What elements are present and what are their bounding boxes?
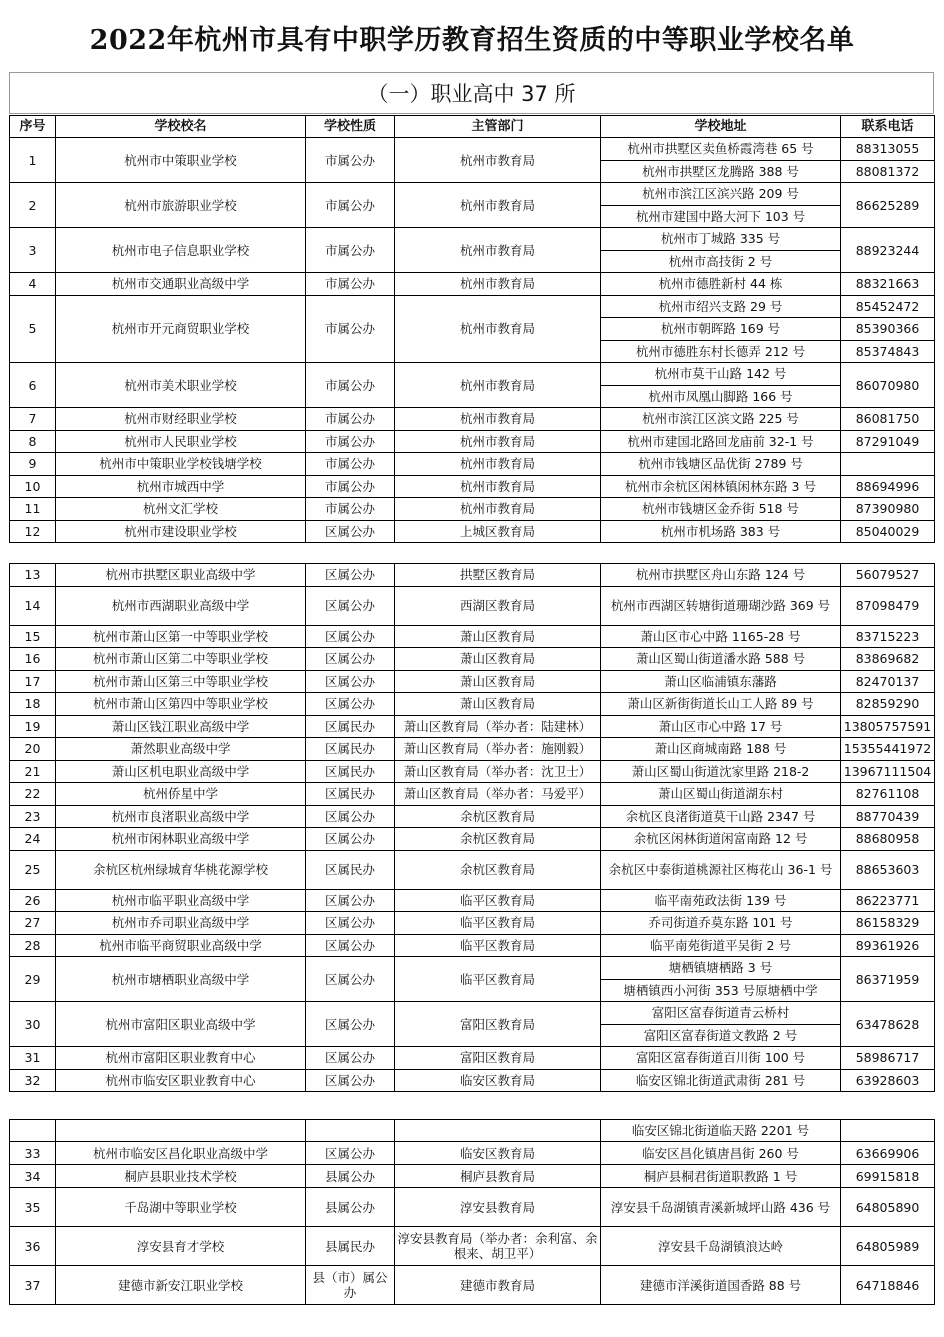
school-name: 杭州市拱墅区职业高级中学 [56,564,306,587]
school-type: 区属公办 [306,670,395,693]
school-name: 杭州文汇学校 [56,498,306,521]
school-dept: 萧山区教育局 [395,648,601,671]
phone-cell: 82859290 [841,693,935,716]
row-number: 36 [10,1227,56,1266]
school-dept: 余杭区教育局 [395,850,601,889]
row-number: 18 [10,693,56,716]
school-name: 杭州市交通职业高级中学 [56,273,306,296]
address-cell: 富阳区富春街道青云桥村 [601,1002,841,1025]
school-type: 市属公办 [306,183,395,228]
table-row [10,738,935,761]
school-type: 区属公办 [306,1069,395,1092]
phone-cell: 69915818 [841,1165,935,1188]
row-number: 2 [10,183,56,228]
row-number: 10 [10,475,56,498]
row-number: 15 [10,625,56,648]
row-number: 5 [10,295,56,363]
school-dept: 杭州市教育局 [395,183,601,228]
school-dept: 萧山区教育局 [395,625,601,648]
phone-cell: 82761108 [841,783,935,806]
school-type: 区属公办 [306,934,395,957]
header-name: 学校校名 [56,116,306,138]
address-cell: 塘栖镇西小河街 353 号原塘栖中学 [601,979,841,1002]
phone-cell: 89361926 [841,934,935,957]
school-dept: 余杭区教育局 [395,805,601,828]
school-name: 杭州市良渚职业高级中学 [56,805,306,828]
address-cell: 杭州市拱墅区舟山东路 124 号 [601,564,841,587]
school-type: 市属公办 [306,363,395,408]
row-number: 9 [10,453,56,476]
phone-cell: 56079527 [841,564,935,587]
row-number: 21 [10,760,56,783]
address-cell: 杭州市余杭区闲林镇闲林东路 3 号 [601,475,841,498]
phone-cell: 85374843 [841,340,935,363]
school-dept: 富阳区教育局 [395,1047,601,1070]
phone-cell: 86223771 [841,889,935,912]
phone-cell: 86371959 [841,957,935,1002]
school-dept: 临平区教育局 [395,889,601,912]
school-name: 杭州市开元商贸职业学校 [56,295,306,363]
address-cell: 杭州市机场路 383 号 [601,520,841,543]
school-dept: 萧山区教育局（举办者：马爱平） [395,783,601,806]
section-title [9,72,934,114]
table-row [10,363,935,386]
header-dept: 主管部门 [395,116,601,138]
school-dept: 萧山区教育局（举办者：沈卫士） [395,760,601,783]
table-row [10,850,935,889]
school-dept: 桐庐县教育局 [395,1165,601,1188]
row-number: 3 [10,228,56,273]
row-number: 23 [10,805,56,828]
school-type: 市属公办 [306,273,395,296]
address-cell: 临安区锦北街道临天路 2201 号 [601,1120,841,1142]
phone-cell: 86070980 [841,363,935,408]
table-row [10,586,935,625]
school-type: 区属民办 [306,715,395,738]
phone-cell: 64805989 [841,1227,935,1266]
row-number: 37 [10,1266,56,1305]
table-row [10,957,935,980]
school-type: 区属公办 [306,564,395,587]
address-cell: 杭州市滨江区滨文路 225 号 [601,408,841,431]
phone-cell: 87098479 [841,586,935,625]
phone-cell: 63478628 [841,1002,935,1047]
table-row [10,1002,935,1025]
phone-cell: 88770439 [841,805,935,828]
row-number: 20 [10,738,56,761]
school-name: 杭州市乔司职业高级中学 [56,912,306,935]
phone-cell: 88313055 [841,138,935,161]
row-number: 25 [10,850,56,889]
school-dept: 余杭区教育局 [395,828,601,851]
phone-cell [841,453,935,476]
row-number: 6 [10,363,56,408]
row-number: 28 [10,934,56,957]
table-row [10,1047,935,1070]
address-cell: 临安区锦北街道武肃街 281 号 [601,1069,841,1092]
school-dept: 上城区教育局 [395,520,601,543]
address-cell: 杭州市拱墅区龙腾路 388 号 [601,160,841,183]
table-row [10,1142,935,1165]
table-row [10,828,935,851]
school-name: 杭州市中策职业学校钱塘学校 [56,453,306,476]
address-cell: 乔司街道乔莫东路 101 号 [601,912,841,935]
school-dept: 杭州市教育局 [395,295,601,363]
address-cell: 杭州市钱塘区品优街 2789 号 [601,453,841,476]
school-dept: 杭州市教育局 [395,363,601,408]
school-type: 区属民办 [306,760,395,783]
school-name: 杭州市富阳区职业教育中心 [56,1047,306,1070]
table-row [10,295,935,318]
phone-cell: 83715223 [841,625,935,648]
phone-cell: 88923244 [841,228,935,273]
school-type: 区属公办 [306,805,395,828]
address-cell: 萧山区蜀山街道潘水路 588 号 [601,648,841,671]
school-name: 萧山区钱江职业高级中学 [56,715,306,738]
school-dept: 杭州市教育局 [395,498,601,521]
row-number: 35 [10,1188,56,1227]
school-type: 区属公办 [306,693,395,716]
phone-cell: 86158329 [841,912,935,935]
address-cell: 萧山区蜀山街道湖东村 [601,783,841,806]
phone-cell: 88321663 [841,273,935,296]
school-dept: 拱墅区教育局 [395,564,601,587]
school-name: 桐庐县职业技术学校 [56,1165,306,1188]
table-row [10,625,935,648]
header-addr: 学校地址 [601,116,841,138]
school-name: 杭州市闲林职业高级中学 [56,828,306,851]
school-type: 区属公办 [306,889,395,912]
phone-cell: 63669906 [841,1142,935,1165]
school-type: 县属公办 [306,1165,395,1188]
address-cell: 杭州市绍兴支路 29 号 [601,295,841,318]
school-dept: 淳安县教育局（举办者：余利富、余根来、胡卫平） [395,1227,601,1266]
school-name: 杭州市塘栖职业高级中学 [56,957,306,1002]
school-type: 区属公办 [306,912,395,935]
address-cell: 萧山区蜀山街道沈家里路 218-2 [601,760,841,783]
school-type: 市属公办 [306,408,395,431]
school-dept: 萧山区教育局（举办者：施刚毅） [395,738,601,761]
row-number: 17 [10,670,56,693]
row-number: 8 [10,430,56,453]
phone-cell: 86081750 [841,408,935,431]
phone-cell: 88680958 [841,828,935,851]
school-name: 杭州市旅游职业学校 [56,183,306,228]
row-number: 34 [10,1165,56,1188]
table-row [10,715,935,738]
address-cell: 杭州市丁城路 335 号 [601,228,841,251]
school-name: 杭州市建设职业学校 [56,520,306,543]
table-row [10,648,935,671]
table-row [10,453,935,476]
address-cell: 临平南苑街道平吴街 2 号 [601,934,841,957]
address-cell: 杭州市德胜新村 44 栋 [601,273,841,296]
address-cell: 杭州市建国中路大河下 103 号 [601,205,841,228]
school-type: 区属公办 [306,586,395,625]
school-type: 市属公办 [306,430,395,453]
address-cell: 萧山区商城南路 188 号 [601,738,841,761]
school-dept: 富阳区教育局 [395,1002,601,1047]
school-type: 县（市）属公办 [306,1266,395,1305]
row-number: 30 [10,1002,56,1047]
school-dept: 临平区教育局 [395,934,601,957]
phone-cell: 87291049 [841,430,935,453]
school-name: 杭州市人民职业学校 [56,430,306,453]
table-row [10,912,935,935]
table-row [10,805,935,828]
school-name: 杭州市财经职业学校 [56,408,306,431]
school-dept: 萧山区教育局（举办者：陆建林） [395,715,601,738]
school-type: 区属公办 [306,648,395,671]
row-number: 22 [10,783,56,806]
phone-cell: 63928603 [841,1069,935,1092]
school-name: 杭州市临安区职业教育中心 [56,1069,306,1092]
school-dept: 临平区教育局 [395,957,601,1002]
school-type: 区属公办 [306,1047,395,1070]
school-dept: 淳安县教育局 [395,1188,601,1227]
table-row [10,1266,935,1305]
row-number: 11 [10,498,56,521]
school-type: 市属公办 [306,295,395,363]
header-tel: 联系电话 [841,116,935,138]
school-name: 杭州市富阳区职业高级中学 [56,1002,306,1047]
table-row [10,1069,935,1092]
row-number: 32 [10,1069,56,1092]
school-name: 千岛湖中等职业学校 [56,1188,306,1227]
table-row [10,934,935,957]
address-cell: 杭州市高技街 2 号 [601,250,841,273]
row-number: 14 [10,586,56,625]
phone-cell: 86625289 [841,183,935,228]
row-number: 1 [10,138,56,183]
table-row [10,889,935,912]
school-name: 萧山区机电职业高级中学 [56,760,306,783]
table-row [10,498,935,521]
address-cell: 临安区昌化镇唐昌街 260 号 [601,1142,841,1165]
school-name: 杭州市萧山区第二中等职业学校 [56,648,306,671]
phone-cell: 83869682 [841,648,935,671]
address-cell: 萧山区市心中路 1165-28 号 [601,625,841,648]
phone-cell: 58986717 [841,1047,935,1070]
table-row [10,475,935,498]
address-cell: 萧山区临浦镇东藩路 [601,670,841,693]
school-type: 区属公办 [306,1002,395,1047]
school-name: 余杭区杭州绿城育华桃花源学校 [56,850,306,889]
table-row [10,408,935,431]
row-number: 26 [10,889,56,912]
address-cell: 桐庐县桐君街道职教路 1 号 [601,1165,841,1188]
address-cell: 富阳区富春街道百川街 100 号 [601,1047,841,1070]
phone-cell: 87390980 [841,498,935,521]
school-type: 区属民办 [306,850,395,889]
school-name: 杭州市萧山区第四中等职业学校 [56,693,306,716]
phone-cell: 13967111504 [841,760,935,783]
school-type: 县属民办 [306,1227,395,1266]
school-name: 淳安县育才学校 [56,1227,306,1266]
section-title-text: （一）职业高中 37 所 [367,82,576,106]
school-type: 县属公办 [306,1188,395,1227]
phone-cell: 85452472 [841,295,935,318]
school-name: 杭州市临安区昌化职业高级中学 [56,1142,306,1165]
phone-cell: 64805890 [841,1188,935,1227]
school-dept: 杭州市教育局 [395,453,601,476]
row-number: 16 [10,648,56,671]
school-dept: 临平区教育局 [395,912,601,935]
table-row [10,1227,935,1266]
row-number: 33 [10,1142,56,1165]
table-row [10,183,935,206]
school-name: 杭州侨星中学 [56,783,306,806]
school-name: 杭州市美术职业学校 [56,363,306,408]
school-type: 区属公办 [306,1142,395,1165]
school-table-part-2 [9,563,935,1092]
school-type: 区属公办 [306,957,395,1002]
school-dept: 杭州市教育局 [395,475,601,498]
school-name: 杭州市中策职业学校 [56,138,306,183]
phone-cell: 88694996 [841,475,935,498]
school-table-part-1 [9,115,935,543]
phone-cell: 88081372 [841,160,935,183]
school-type: 区属公办 [306,520,395,543]
school-name: 杭州市电子信息职业学校 [56,228,306,273]
table-row [10,430,935,453]
row-number: 29 [10,957,56,1002]
school-dept: 临安区教育局 [395,1142,601,1165]
address-cell: 余杭区闲林街道闲富南路 12 号 [601,828,841,851]
row-number: 24 [10,828,56,851]
phone-cell: 85390366 [841,318,935,341]
table-row [10,273,935,296]
school-type: 区属民办 [306,738,395,761]
table-row [10,1120,935,1142]
row-number: 7 [10,408,56,431]
school-dept: 杭州市教育局 [395,273,601,296]
school-dept: 萧山区教育局 [395,693,601,716]
address-cell: 淳安县千岛湖镇青溪新城坪山路 436 号 [601,1188,841,1227]
phone-cell: 15355441972 [841,738,935,761]
school-type: 区属公办 [306,828,395,851]
school-name: 杭州市西湖职业高级中学 [56,586,306,625]
school-type: 区属公办 [306,625,395,648]
table-row [10,564,935,587]
phone-cell: 82470137 [841,670,935,693]
phone-cell: 64718846 [841,1266,935,1305]
school-type: 市属公办 [306,228,395,273]
address-cell: 杭州市凤凰山脚路 166 号 [601,385,841,408]
address-cell: 临平南苑政法街 139 号 [601,889,841,912]
table-row [10,760,935,783]
address-cell: 萧山区新街街道长山工人路 89 号 [601,693,841,716]
school-dept: 杭州市教育局 [395,408,601,431]
school-type: 市属公办 [306,453,395,476]
table-row [10,1165,935,1188]
page-title: 2022年杭州市具有中职学历教育招生资质的中等职业学校名单 [89,25,855,56]
header-no: 序号 [10,116,56,138]
school-dept: 杭州市教育局 [395,138,601,183]
address-cell: 富阳区富春街道文教路 2 号 [601,1024,841,1047]
school-type: 市属公办 [306,138,395,183]
table-row [10,138,935,161]
address-cell: 杭州市德胜东村长德弄 212 号 [601,340,841,363]
row-number: 13 [10,564,56,587]
school-dept: 杭州市教育局 [395,430,601,453]
address-cell: 杭州市滨江区滨兴路 209 号 [601,183,841,206]
school-type: 市属公办 [306,498,395,521]
address-cell: 杭州市西湖区转塘街道珊瑚沙路 369 号 [601,586,841,625]
school-dept: 临安区教育局 [395,1069,601,1092]
school-dept: 建德市教育局 [395,1266,601,1305]
table-row [10,520,935,543]
phone-cell: 85040029 [841,520,935,543]
school-name: 杭州市萧山区第一中等职业学校 [56,625,306,648]
school-name: 杭州市城西中学 [56,475,306,498]
address-cell: 塘栖镇塘栖路 3 号 [601,957,841,980]
school-dept: 萧山区教育局 [395,670,601,693]
table-row [10,670,935,693]
row-number: 19 [10,715,56,738]
school-dept: 西湖区教育局 [395,586,601,625]
school-type: 市属公办 [306,475,395,498]
school-name: 萧然职业高级中学 [56,738,306,761]
table-row [10,783,935,806]
row-number: 27 [10,912,56,935]
phone-cell: 13805757591 [841,715,935,738]
school-name: 杭州市萧山区第三中等职业学校 [56,670,306,693]
school-name: 杭州市临平职业高级中学 [56,889,306,912]
address-cell: 淳安县千岛湖镇浪达岭 [601,1227,841,1266]
row-number: 4 [10,273,56,296]
address-cell: 余杭区中泰街道桃源社区梅花山 36-1 号 [601,850,841,889]
header-type: 学校性质 [306,116,395,138]
address-cell: 萧山区市心中路 17 号 [601,715,841,738]
address-cell: 余杭区良渚街道莫干山路 2347 号 [601,805,841,828]
phone-cell: 88653603 [841,850,935,889]
address-cell: 杭州市建国北路回龙庙前 32-1 号 [601,430,841,453]
school-table-part-3 [9,1119,935,1305]
row-number: 31 [10,1047,56,1070]
row-number: 12 [10,520,56,543]
address-cell: 建德市洋溪街道国香路 88 号 [601,1266,841,1305]
school-name: 杭州市临平商贸职业高级中学 [56,934,306,957]
table-row [10,1188,935,1227]
address-cell: 杭州市钱塘区金乔街 518 号 [601,498,841,521]
address-cell: 杭州市拱墅区卖鱼桥霞湾巷 65 号 [601,138,841,161]
address-cell: 杭州市朝晖路 169 号 [601,318,841,341]
table-row [10,228,935,251]
school-name: 建德市新安江职业学校 [56,1266,306,1305]
address-cell: 杭州市莫干山路 142 号 [601,363,841,386]
table-row [10,693,935,716]
table-header-row [10,116,935,138]
school-dept: 杭州市教育局 [395,228,601,273]
school-type: 区属民办 [306,783,395,806]
